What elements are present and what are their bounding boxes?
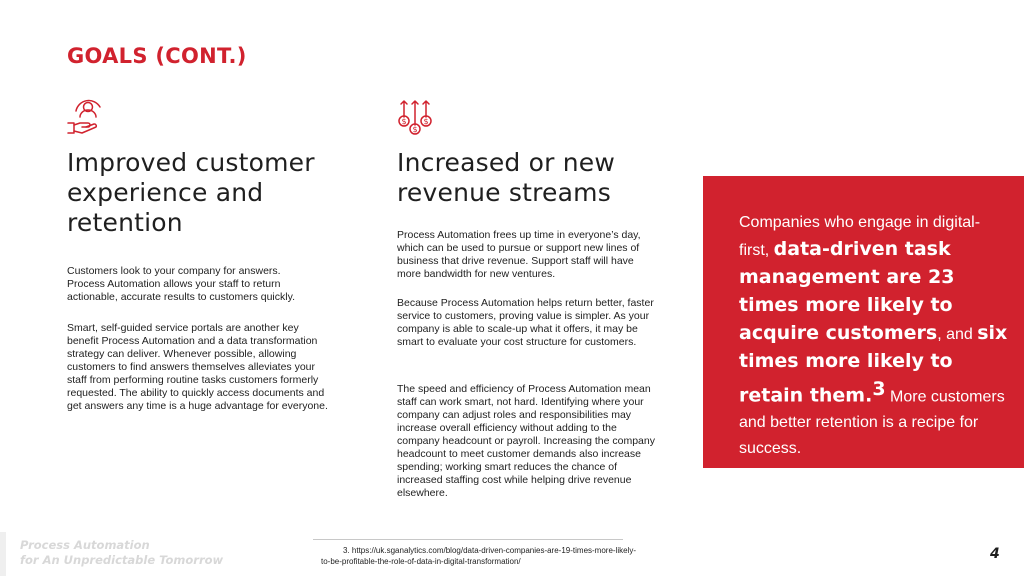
heading-line: experience and (67, 178, 264, 207)
left-paragraph-1: Customers look to your company for answers. Process Automation allows your staff to return actionable, accurate results to customers quickly. (67, 265, 295, 303)
footer-brand (20, 538, 223, 568)
footer-brand-line-1: Process Automation (20, 538, 150, 552)
callout-highlight-2: six times more likely to retain them. (739, 322, 1008, 407)
footer-accent-bar (0, 532, 6, 576)
heading-line: retention (67, 208, 183, 237)
middle-column-heading (397, 148, 697, 208)
page-number: 4 (990, 546, 1000, 562)
middle-paragraph-2: Because Process Automation helps return better, faster service to customers, proving value is simpler. As your company is able to scale-up what it offers, it may be smart to evaluate your cost structure for customers. (397, 297, 654, 348)
callout-footnote-ref: 3 (872, 378, 886, 400)
callout-outro: More customers and better retention is a recipe for success. (739, 388, 1005, 458)
svg-text:$: $ (401, 117, 407, 126)
footnote-link[interactable]: https://uk.sganalytics.com/blog/data-driven-companies-are-19-times-more-likely-to-be-profitable-the-role-of-data-in-digital-transformation/ (321, 546, 637, 566)
middle-paragraph-3: The speed and efficiency of Process Automation mean staff can work smart, not hard. Identifying where your company can adjust roles and responsibilities may increase overall efficiency without adding to the company headcount or payroll. Increasing the company headcount to meet customer demands also increase spending; working smart reduces the chance of increased staffing cost while helping drive revenue elsewhere. (397, 383, 655, 499)
svg-text:$: $ (412, 125, 418, 134)
footer-brand-line-2: for An Unpredictable Tomorrow (20, 553, 224, 567)
callout-text (739, 210, 1009, 462)
callout-highlight-1: data-driven task management are 23 times more likely to acquire customers (739, 238, 955, 344)
statistic-callout (703, 176, 1024, 468)
slide-title: GOALS (CONT.) (67, 44, 247, 68)
middle-paragraph-1: Process Automation frees up time in everyone’s day, which can be used to pursue or support new lines of business that drive revenue. Support staff will have more bandwidth for new ventures. (397, 229, 641, 280)
left-paragraph-2: Smart, self-guided service portals are another key benefit Process Automation and a data transformation strategy can deliver. Whenever possible, allowing customers to find answers themselves alleviates your staff from performing routine tasks customers formerly requested. The ability to quickly access documents and get answers any time is a huge advantage for everyone. (67, 322, 328, 412)
heading-line: Improved customer (67, 148, 315, 177)
footnote (321, 545, 641, 567)
callout-mid: , and (937, 326, 978, 343)
callout-intro: Companies who engage in digital-first, (739, 214, 981, 259)
footnote-divider (313, 539, 623, 540)
hand-with-person-icon (66, 97, 104, 137)
dollar-coins-arrows-up-icon (396, 97, 434, 137)
svg-text:$: $ (423, 117, 429, 126)
heading-line: Increased or new (397, 148, 616, 177)
left-column-heading (67, 148, 367, 238)
footnote-number: 3. (343, 546, 350, 555)
heading-line: revenue streams (397, 178, 611, 207)
